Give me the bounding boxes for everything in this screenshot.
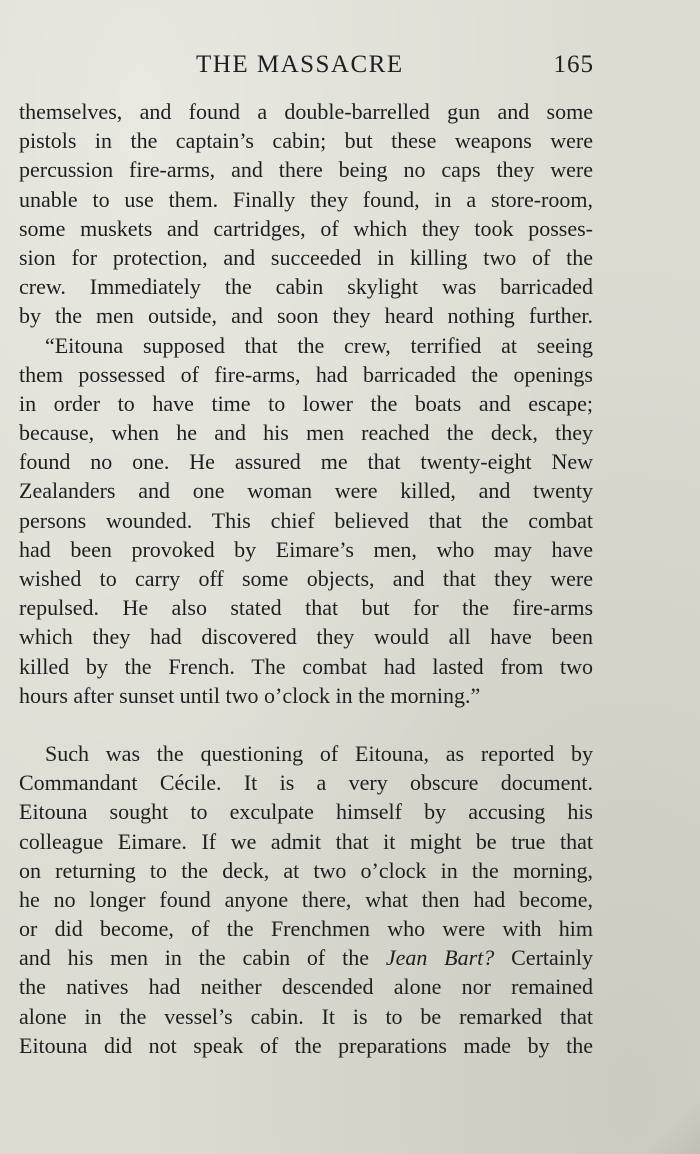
text-line: in order to have time to lower the boats and escape; bbox=[19, 390, 593, 416]
text-line: he no longer found anyone there, what then had become, bbox=[19, 886, 593, 912]
text-line: “Eitouna supposed that the crew, terrified at seeing bbox=[45, 332, 593, 358]
text-line: which they had discovered they would all have been bbox=[19, 624, 593, 650]
text-line: colleague Eimare. If we admit that it might be true that bbox=[19, 828, 593, 854]
text-line: sion for protection, and succeeded in killing two of the bbox=[19, 244, 593, 270]
paragraph bbox=[19, 97, 593, 331]
text-line: Such was the questioning of Eitouna, as reported by bbox=[45, 740, 593, 766]
text-line: killed by the French. The combat had lasted from two bbox=[19, 653, 593, 679]
text-line: by the men outside, and soon they heard nothing further. bbox=[19, 303, 593, 329]
line-tail: Certainly bbox=[494, 945, 593, 971]
text-line: repulsed. He also stated that but for the fire-arms bbox=[19, 595, 593, 621]
text-line: persons wounded. This chief believed that the combat bbox=[19, 507, 593, 533]
text-line: crew. Immediately the cabin skylight was barricaded bbox=[19, 274, 593, 300]
text-line: wished to carry off some objects, and that they were bbox=[19, 566, 593, 591]
text-line: hours after sunset until two o’clock in the morning.” bbox=[19, 682, 481, 708]
ship-name-italic: Jean Bart? bbox=[385, 945, 495, 971]
text-line: Eitouna sought to exculpate himself by accusing his bbox=[19, 799, 593, 825]
text-line: Zealanders and one woman were killed, and twenty bbox=[19, 478, 593, 504]
text-line: found no one. He assured me that twenty-eight New bbox=[19, 449, 593, 475]
text-line: the natives had neither descended alone nor remained bbox=[19, 974, 593, 1000]
text-line: some muskets and cartridges, of which they took posses- bbox=[19, 215, 593, 241]
text-line: unable to use them. Finally they found, in a store-room, bbox=[19, 186, 593, 212]
running-head: THE MASSACRE bbox=[196, 51, 404, 78]
text-line: Commandant Cécile. It is a very obscure document. bbox=[19, 770, 593, 796]
page-header bbox=[20, 48, 594, 82]
text-line: percussion fire-arms, and there being no caps they were bbox=[19, 157, 593, 183]
text-line: themselves, and found a double-barrelled gun and some bbox=[19, 99, 593, 124]
page-corner-shadow bbox=[640, 1094, 700, 1154]
paragraph bbox=[19, 331, 593, 710]
text-line: alone in the vessel’s cabin. It is to be remarked that bbox=[19, 1003, 593, 1029]
line-lead: and his men in the cabin of the bbox=[19, 945, 386, 971]
text-line: because, when he and his men reached the deck, they bbox=[19, 420, 593, 446]
text-line: on returning to the deck, at two o’clock in the morning, bbox=[19, 857, 593, 883]
text-line: them possessed of fire-arms, had barricaded the openings bbox=[19, 361, 593, 387]
text-line: or did become, of the Frenchmen who were with him bbox=[19, 916, 593, 942]
paragraph bbox=[19, 739, 593, 1060]
body-text bbox=[19, 97, 593, 1060]
text-line: Eitouna did not speak of the preparations made by the bbox=[19, 1032, 593, 1058]
text-line: pistols in the captain’s cabin; but these weapons were bbox=[19, 128, 593, 154]
paragraph-gap bbox=[19, 710, 593, 739]
text-line-with-italic bbox=[19, 943, 593, 972]
page-number: 165 bbox=[553, 51, 594, 78]
text-line: had been provoked by Eimare’s men, who may have bbox=[19, 536, 593, 562]
